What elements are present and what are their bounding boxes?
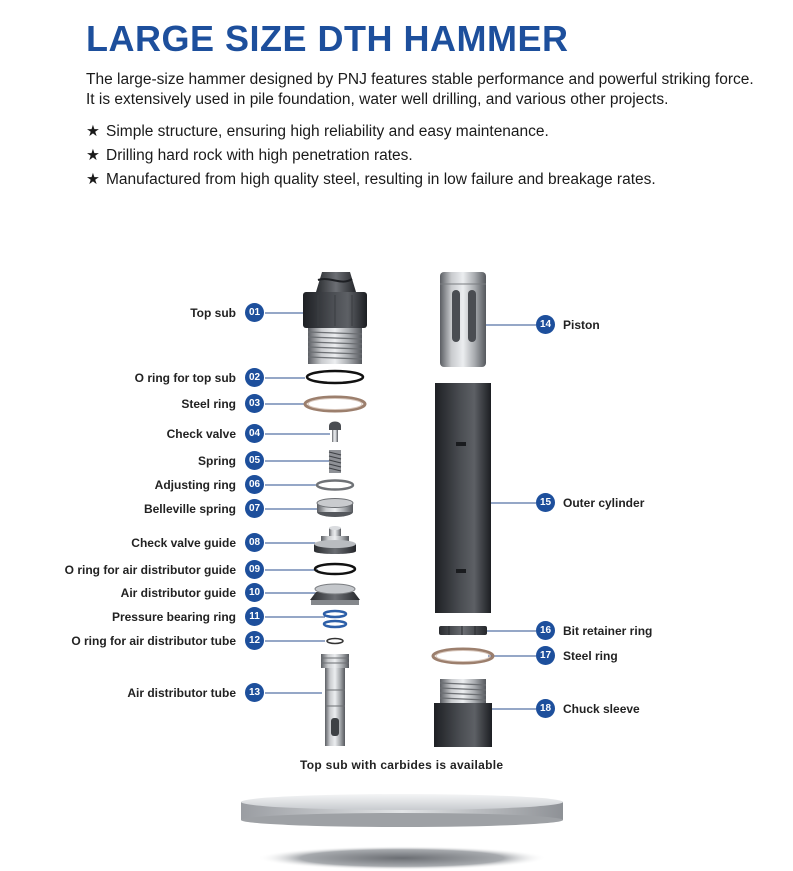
feature-text: Simple structure, ensuring high reliability and easy maintenance. (106, 123, 549, 140)
part-number-badge: 08 (245, 533, 264, 552)
part-label: Check valve guide (131, 536, 236, 550)
outer-cylinder-part (435, 383, 491, 613)
part-number-badge: 10 (245, 583, 264, 602)
part-number-badge: 17 (536, 646, 555, 665)
intro-line-2: It is extensively used in pile foundation, water well drilling, and various other projects. (86, 91, 669, 108)
display-base-disc (241, 794, 563, 870)
o-ring-air-distributor-guide-part (315, 564, 355, 574)
part-label: Air distributor tube (127, 686, 236, 700)
air-distributor-tube-part (321, 654, 349, 746)
check-valve-guide-part (314, 526, 356, 554)
steel-ring-part (305, 397, 365, 411)
part-label: Bit retainer ring (563, 624, 653, 638)
part-number-badge: 18 (536, 699, 555, 718)
feature-text: Manufactured from high quality steel, resulting in low failure and breakage rates. (106, 171, 656, 188)
part-label: Spring (198, 454, 236, 468)
part-number-badge: 04 (245, 424, 264, 443)
steel-ring-lower-part (433, 649, 493, 663)
part-label: Top sub (190, 306, 236, 320)
top-sub-part (303, 272, 367, 364)
part-number-badge: 01 (245, 303, 264, 322)
part-label: Check valve (166, 427, 236, 441)
part-label: Adjusting ring (154, 478, 236, 492)
part-label: O ring for air distributor tube (71, 634, 236, 648)
part-label: Steel ring (563, 649, 618, 663)
part-number-badge: 15 (536, 493, 555, 512)
spring-part (329, 450, 341, 473)
part-number-badge: 12 (245, 631, 264, 650)
o-ring-top-sub-part (307, 371, 363, 383)
air-distributor-guide-part (310, 584, 360, 605)
part-number-badge: 05 (245, 451, 264, 470)
part-number-badge: 09 (245, 560, 264, 579)
part-label: Belleville spring (143, 502, 236, 516)
part-number-badge: 06 (245, 475, 264, 494)
carbide-availability-note: Top sub with carbides is available (300, 758, 504, 772)
star-icon: ★ (86, 171, 100, 188)
belleville-spring-part (317, 499, 353, 518)
page-title: LARGE SIZE DTH HAMMER (86, 18, 569, 59)
part-label: O ring for air distributor guide (64, 563, 236, 577)
part-label: Air distributor guide (120, 586, 236, 600)
chuck-sleeve-part (434, 679, 492, 747)
part-number-badge: 07 (245, 499, 264, 518)
leader-lines (265, 313, 536, 709)
part-number-badge: 13 (245, 683, 264, 702)
part-number-badge: 03 (245, 394, 264, 413)
check-valve-part (329, 422, 341, 443)
part-label: Piston (563, 318, 600, 332)
star-icon: ★ (86, 123, 100, 140)
part-number-badge: 11 (245, 607, 264, 626)
bit-retainer-ring-part (439, 626, 487, 635)
pressure-bearing-ring-part (324, 611, 346, 627)
star-icon: ★ (86, 147, 100, 164)
part-number-badge: 14 (536, 315, 555, 334)
adjusting-ring-part (317, 481, 353, 490)
intro-line-1: The large-size hammer designed by PNJ features stable performance and powerful striking force. (86, 71, 754, 88)
o-ring-air-distributor-tube-part (327, 639, 343, 644)
part-label: Chuck sleeve (563, 702, 640, 716)
part-label: Pressure bearing ring (111, 610, 236, 624)
part-number-badge: 02 (245, 368, 264, 387)
part-label: Outer cylinder (563, 496, 645, 510)
part-label: Steel ring (181, 397, 236, 411)
feature-text: Drilling hard rock with high penetration rates. (106, 147, 413, 164)
part-number-badge: 16 (536, 621, 555, 640)
part-label: O ring for top sub (134, 371, 236, 385)
piston-part (440, 272, 486, 367)
